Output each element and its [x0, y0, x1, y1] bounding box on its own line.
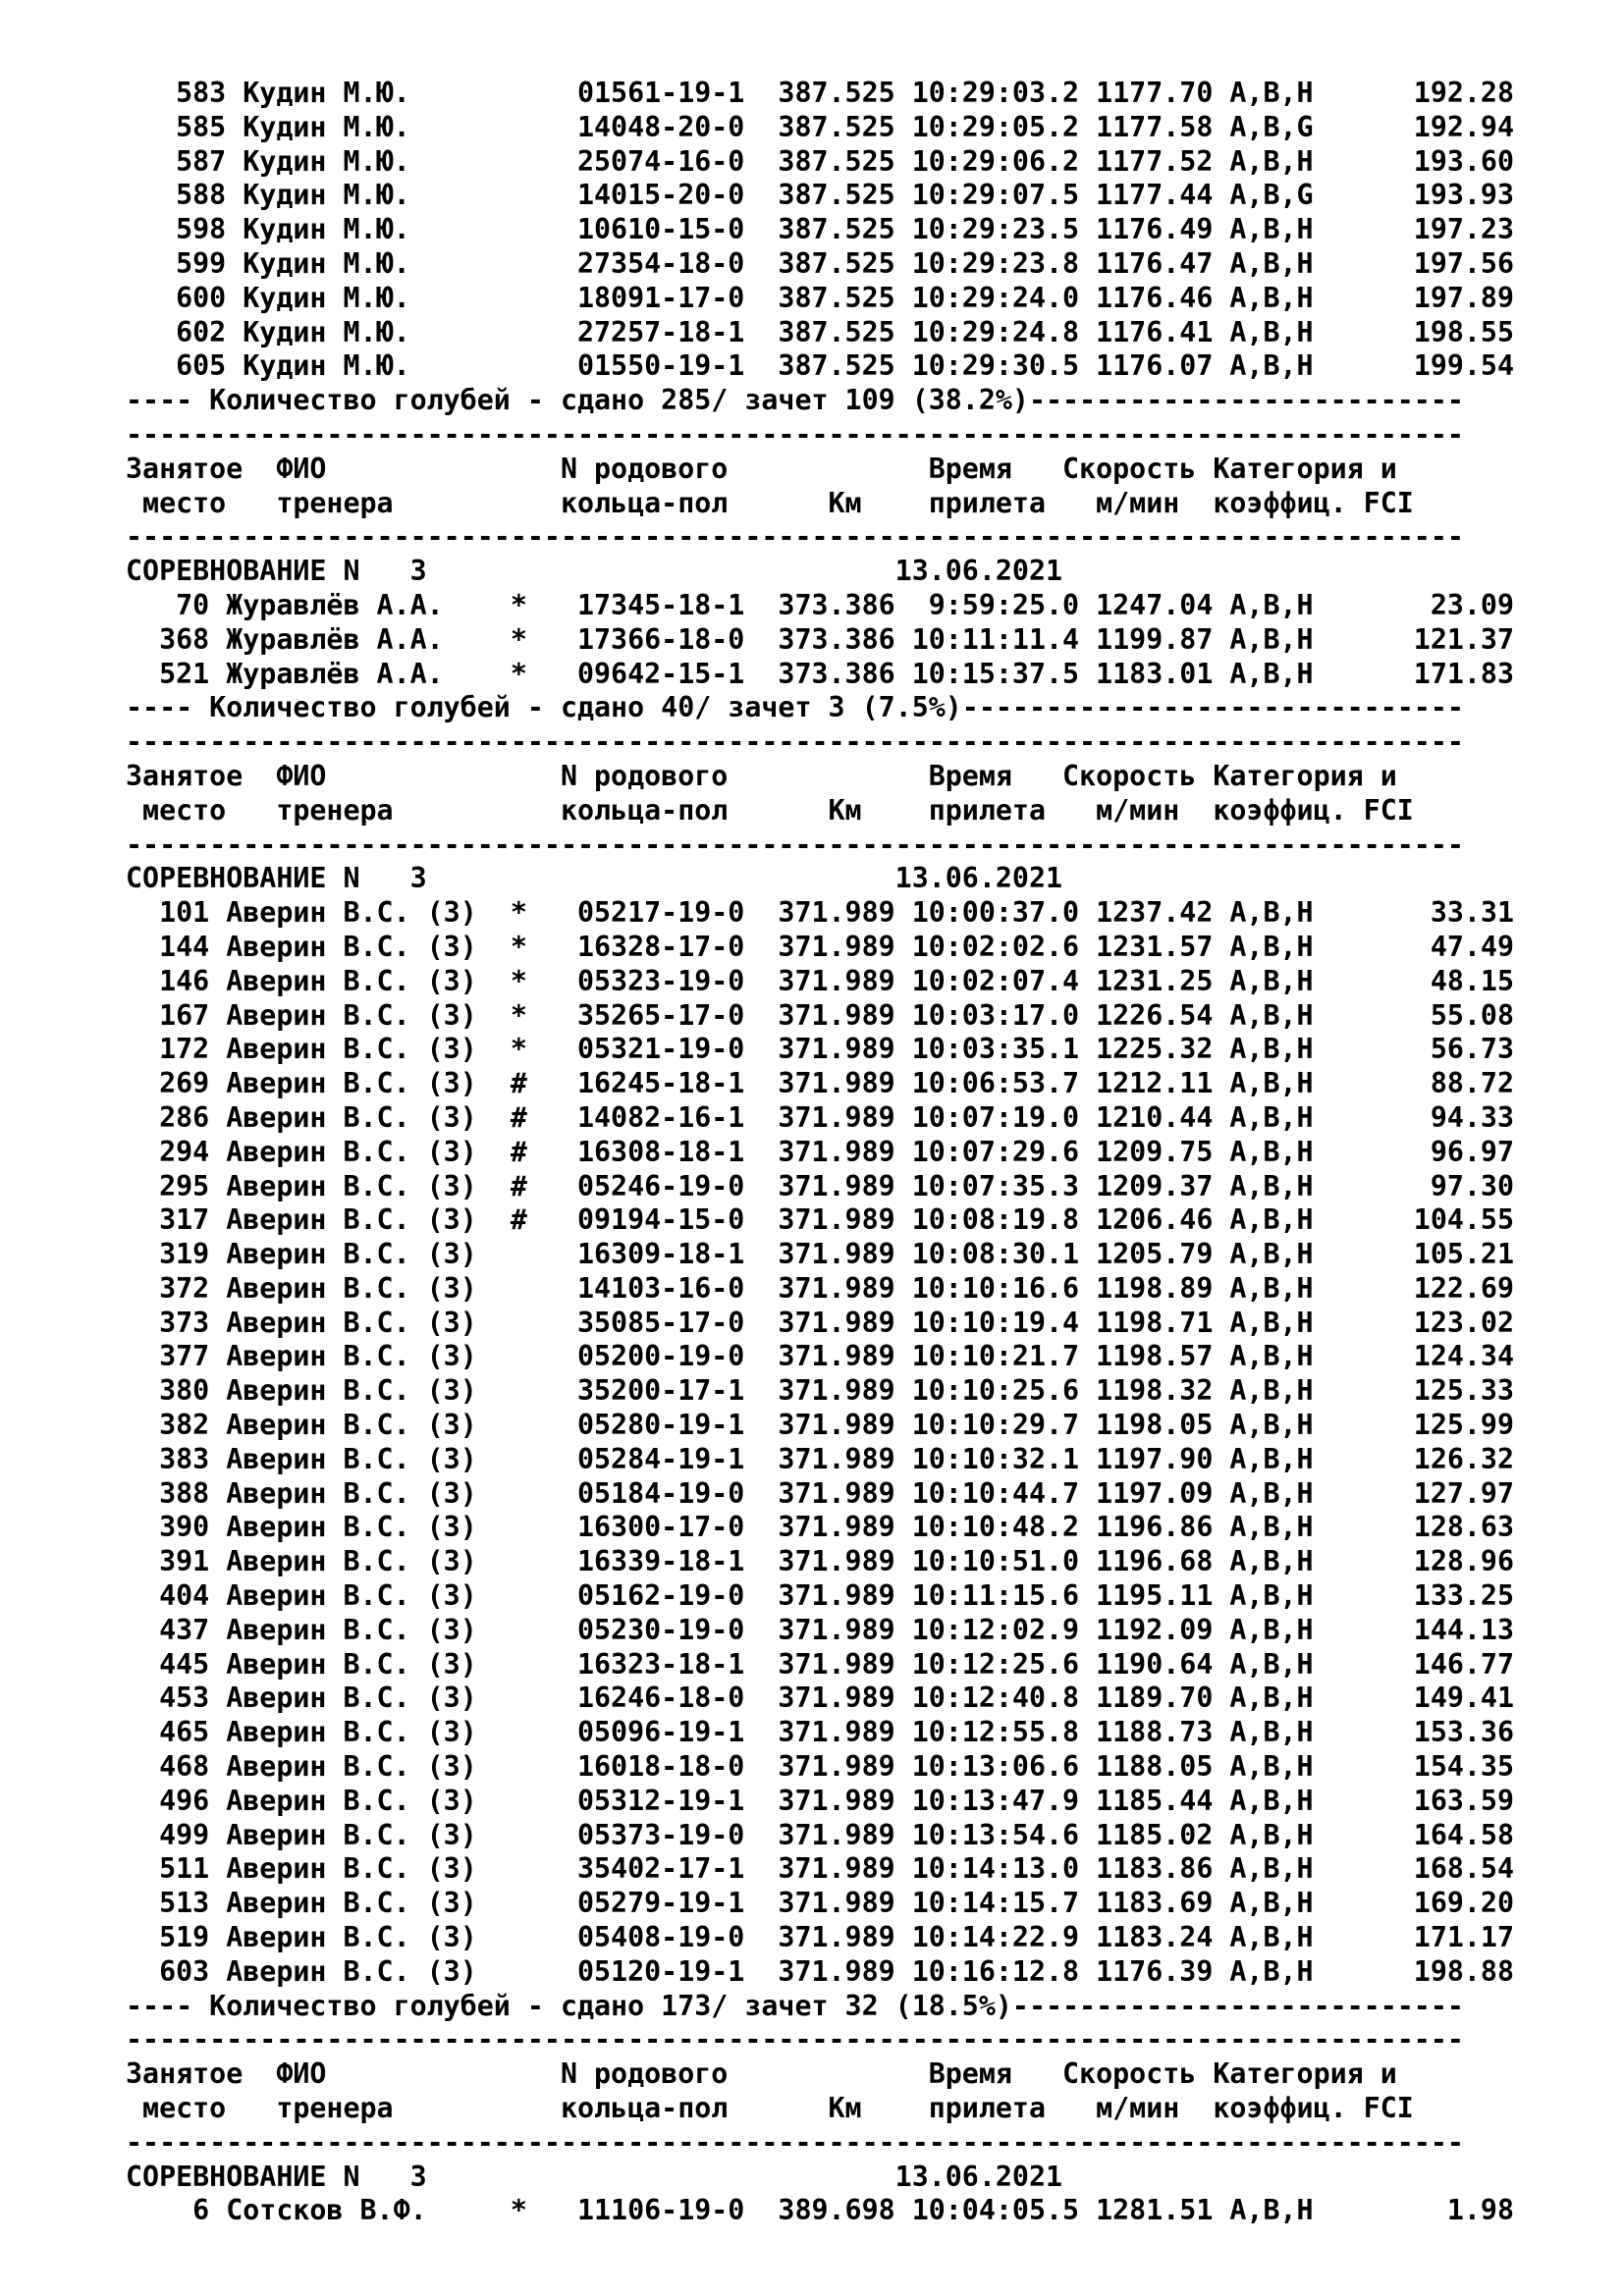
divider-line: --------------------------------------------------------------------------------: [126, 725, 1464, 759]
result-row: 453 Аверин В.С. (З) 16246-18-0 371.989 10:12:40.8 1189.70 A,B,H 149.41: [126, 1682, 1515, 1715]
result-row: 146 Аверин В.С. (З) * 05323-19-0 371.989 10:02:07.4 1231.25 A,B,H 48.15: [126, 964, 1515, 997]
result-row: 167 Аверин В.С. (З) * 35265-17-0 371.989 10:03:17.0 1226.54 A,B,H 55.08: [126, 998, 1515, 1032]
result-row: 382 Аверин В.С. (З) 05280-19-1 371.989 10:10:29.7 1198.05 A,B,H 125.99: [126, 1409, 1515, 1442]
result-row: 465 Аверин В.С. (З) 05096-19-1 371.989 10:12:55.8 1188.73 A,B,H 153.36: [126, 1716, 1515, 1749]
competition-header: СОРЕВНОВАНИЕ N 3 13.06.2021: [126, 862, 1063, 895]
column-header: Занятое ФИО N родового Время Скорость Категория и: [126, 759, 1397, 792]
result-row: 70 Журавлёв А.А. * 17345-18-1 373.386 9:59:25.0 1247.04 A,B,H 23.09: [126, 588, 1515, 621]
result-row: 172 Аверин В.С. (З) * 05321-19-0 371.989 10:03:35.1 1225.32 A,B,H 56.73: [126, 1033, 1515, 1066]
result-row: 144 Аверин В.С. (З) * 16328-17-0 371.989 10:02:02.6 1231.57 A,B,H 47.49: [126, 930, 1515, 963]
result-row: 388 Аверин В.С. (З) 05184-19-0 371.989 10:10:44.7 1197.09 A,B,H 127.97: [126, 1476, 1515, 1510]
column-header: место тренера кольца-пол Км прилета м/мин коэффиц. FCI: [126, 2092, 1414, 2125]
result-row: 390 Аверин В.С. (З) 16300-17-0 371.989 10:10:48.2 1196.86 A,B,H 128.63: [126, 1511, 1515, 1544]
result-row: 404 Аверин В.С. (З) 05162-19-0 371.989 10:11:15.6 1195.11 A,B,H 133.25: [126, 1579, 1515, 1613]
result-row: 513 Аверин В.С. (З) 05279-19-1 371.989 10:14:15.7 1183.69 A,B,H 169.20: [126, 1887, 1515, 1920]
divider-line: --------------------------------------------------------------------------------: [126, 520, 1464, 554]
result-row: 6 Сотсков В.Ф. * 11106-19-0 389.698 10:04:05.5 1281.51 A,B,H 1.98: [126, 2194, 1515, 2227]
result-row: 319 Аверин В.С. (З) 16309-18-1 371.989 10:08:30.1 1205.79 A,B,H 105.21: [126, 1238, 1515, 1271]
result-row: 499 Аверин В.С. (З) 05373-19-0 371.989 10:13:54.6 1185.02 A,B,H 164.58: [126, 1818, 1515, 1851]
summary-line: ---- Количество голубей - сдано 285/ зачет 109 (38.2%)--------------------------: [126, 384, 1464, 417]
result-row: 519 Аверин В.С. (З) 05408-19-0 371.989 10:14:22.9 1183.24 A,B,H 171.17: [126, 1921, 1515, 1954]
result-row: 383 Аверин В.С. (З) 05284-19-1 371.989 10:10:32.1 1197.90 A,B,H 126.32: [126, 1442, 1515, 1475]
result-row: 585 Кудин М.Ю. 14048-20-0 387.525 10:29:05.2 1177.58 A,B,G 192.94: [126, 110, 1515, 143]
result-row: 496 Аверин В.С. (З) 05312-19-1 371.989 10:13:47.9 1185.44 A,B,H 163.59: [126, 1784, 1515, 1817]
column-header: место тренера кольца-пол Км прилета м/мин коэффиц. FCI: [126, 793, 1414, 827]
result-row: 295 Аверин В.С. (З) # 05246-19-0 371.989 10:07:35.3 1209.37 A,B,H 97.30: [126, 1169, 1515, 1202]
result-row: 583 Кудин М.Ю. 01561-19-1 387.525 10:29:03.2 1177.70 A,B,H 192.28: [126, 77, 1515, 109]
result-row: 437 Аверин В.С. (З) 05230-19-0 371.989 10:12:02.9 1192.09 A,B,H 144.13: [126, 1613, 1515, 1646]
result-row: 605 Кудин М.Ю. 01550-19-1 387.525 10:29:30.5 1176.07 A,B,H 199.54: [126, 349, 1515, 383]
result-row: 603 Аверин В.С. (З) 05120-19-1 371.989 10:16:12.8 1176.39 A,B,H 198.88: [126, 1954, 1515, 1988]
result-row: 373 Аверин В.С. (З) 35085-17-0 371.989 10:10:19.4 1198.71 A,B,H 123.02: [126, 1306, 1515, 1339]
result-row: 599 Кудин М.Ю. 27354-18-0 387.525 10:29:23.8 1176.47 A,B,H 197.56: [126, 246, 1515, 280]
result-row: 101 Аверин В.С. (З) * 05217-19-0 371.989 10:00:37.0 1237.42 A,B,H 33.31: [126, 896, 1515, 930]
competition-header: СОРЕВНОВАНИЕ N 3 13.06.2021: [126, 555, 1063, 588]
result-row: 269 Аверин В.С. (З) # 16245-18-1 371.989 10:06:53.7 1212.11 A,B,H 88.72: [126, 1067, 1515, 1100]
result-row: 587 Кудин М.Ю. 25074-16-0 387.525 10:29:06.2 1177.52 A,B,H 193.60: [126, 144, 1515, 178]
result-row: 600 Кудин М.Ю. 18091-17-0 387.525 10:29:24.0 1176.46 A,B,H 197.89: [126, 281, 1515, 314]
column-header: место тренера кольца-пол Км прилета м/мин коэффиц. FCI: [126, 486, 1414, 519]
summary-line: ---- Количество голубей - сдано 173/ зачет 32 (18.5%)---------------------------: [126, 1989, 1464, 2022]
divider-line: --------------------------------------------------------------------------------: [126, 2125, 1464, 2159]
result-row: 588 Кудин М.Ю. 14015-20-0 387.525 10:29:07.5 1177.44 A,B,G 193.93: [126, 179, 1515, 212]
result-row: 468 Аверин В.С. (З) 16018-18-0 371.989 10:13:06.6 1188.05 A,B,H 154.35: [126, 1750, 1515, 1784]
results-printout: [126, 77, 1598, 2228]
divider-line: --------------------------------------------------------------------------------: [126, 2023, 1464, 2056]
competition-header: СОРЕВНОВАНИЕ N 3 13.06.2021: [126, 2160, 1063, 2193]
result-row: 286 Аверин В.С. (З) # 14082-16-1 371.989 10:07:19.0 1210.44 A,B,H 94.33: [126, 1100, 1515, 1134]
result-row: 445 Аверин В.С. (З) 16323-18-1 371.989 10:12:25.6 1190.64 A,B,H 146.77: [126, 1647, 1515, 1681]
result-row: 377 Аверин В.С. (З) 05200-19-0 371.989 10:10:21.7 1198.57 A,B,H 124.34: [126, 1340, 1515, 1373]
result-row: 598 Кудин М.Ю. 10610-15-0 387.525 10:29:23.5 1176.49 A,B,H 197.23: [126, 213, 1515, 246]
result-row: 294 Аверин В.С. (З) # 16308-18-1 371.989 10:07:29.6 1209.75 A,B,H 96.97: [126, 1135, 1515, 1168]
column-header: Занятое ФИО N родового Время Скорость Категория и: [126, 452, 1397, 485]
divider-line: --------------------------------------------------------------------------------: [126, 417, 1464, 451]
result-row: 380 Аверин В.С. (З) 35200-17-1 371.989 10:10:25.6 1198.32 A,B,H 125.33: [126, 1374, 1515, 1408]
result-row: 511 Аверин В.С. (З) 35402-17-1 371.989 10:14:13.0 1183.86 A,B,H 168.54: [126, 1852, 1515, 1886]
result-row: 602 Кудин М.Ю. 27257-18-1 387.525 10:29:24.8 1176.41 A,B,H 198.55: [126, 315, 1515, 348]
result-row: 521 Журавлёв А.А. * 09642-15-1 373.386 10:15:37.5 1183.01 A,B,H 171.83: [126, 657, 1515, 690]
divider-line: --------------------------------------------------------------------------------: [126, 828, 1464, 861]
result-row: 372 Аверин В.С. (З) 14103-16-0 371.989 10:10:16.6 1198.89 A,B,H 122.69: [126, 1271, 1515, 1305]
result-row: 391 Аверин В.С. (З) 16339-18-1 371.989 10:10:51.0 1196.68 A,B,H 128.96: [126, 1545, 1515, 1578]
result-row: 368 Журавлёв А.А. * 17366-18-0 373.386 10:11:11.4 1199.87 A,B,H 121.37: [126, 622, 1515, 656]
column-header: Занятое ФИО N родового Время Скорость Категория и: [126, 2057, 1397, 2091]
result-row: 317 Аверин В.С. (З) # 09194-15-0 371.989 10:08:19.8 1206.46 A,B,H 104.55: [126, 1203, 1515, 1237]
summary-line: ---- Количество голубей - сдано 40/ зачет 3 (7.5%)------------------------------: [126, 691, 1464, 724]
